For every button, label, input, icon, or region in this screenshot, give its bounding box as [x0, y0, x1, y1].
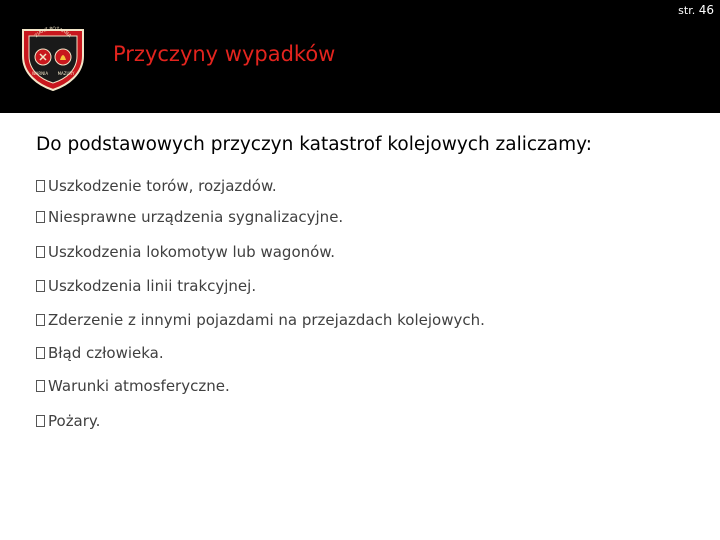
- list-item: [36, 311, 485, 329]
- fire-brigade-emblem-icon: [18, 22, 88, 92]
- logo-bottom-right-text: MAZURY: [57, 71, 75, 76]
- bullet-icon: [36, 280, 45, 292]
- list-item: [36, 412, 100, 430]
- page-number-prefix: str.: [678, 4, 696, 17]
- list-item: [36, 243, 335, 261]
- list-item-text: Niesprawne urządzenia sygnalizacyjne.: [48, 208, 344, 226]
- list-item-text: Błąd człowieka.: [48, 344, 164, 362]
- list-item-text: Zderzenie z innymi pojazdami na przejazdach kolejowych.: [48, 311, 485, 329]
- page-number-value: 46: [698, 3, 714, 17]
- bullet-icon: [36, 246, 45, 258]
- list-item: [36, 177, 277, 195]
- slide-header: [0, 0, 720, 113]
- bullet-icon: [36, 314, 45, 326]
- list-item-text: Uszkodzenie torów, rozjazdów.: [48, 177, 277, 195]
- list-item: [36, 208, 343, 226]
- list-item: [36, 344, 164, 362]
- logo-bottom-left-text: WARNIA: [31, 71, 49, 76]
- list-item-text: Uszkodzenia linii trakcyjnej.: [48, 277, 257, 295]
- list-item-text: Warunki atmosferyczne.: [48, 377, 230, 395]
- bullet-icon: [36, 415, 45, 427]
- logo-top-text: ZIARZ POŻARNA: [34, 26, 72, 39]
- bullet-icon: [36, 211, 45, 223]
- list-item: [36, 377, 230, 395]
- bullet-icon: [36, 347, 45, 359]
- page-number: [678, 3, 714, 17]
- bullet-icon: [36, 180, 45, 192]
- slide-title: Przyczyny wypadków: [113, 42, 336, 66]
- list-item: [36, 277, 256, 295]
- list-item-text: Uszkodzenia lokomotyw lub wagonów.: [48, 243, 335, 261]
- content-heading: Do podstawowych przyczyn katastrof kolejowych zaliczamy:: [36, 134, 592, 155]
- list-item-text: Pożary.: [48, 412, 101, 430]
- bullet-icon: [36, 380, 45, 392]
